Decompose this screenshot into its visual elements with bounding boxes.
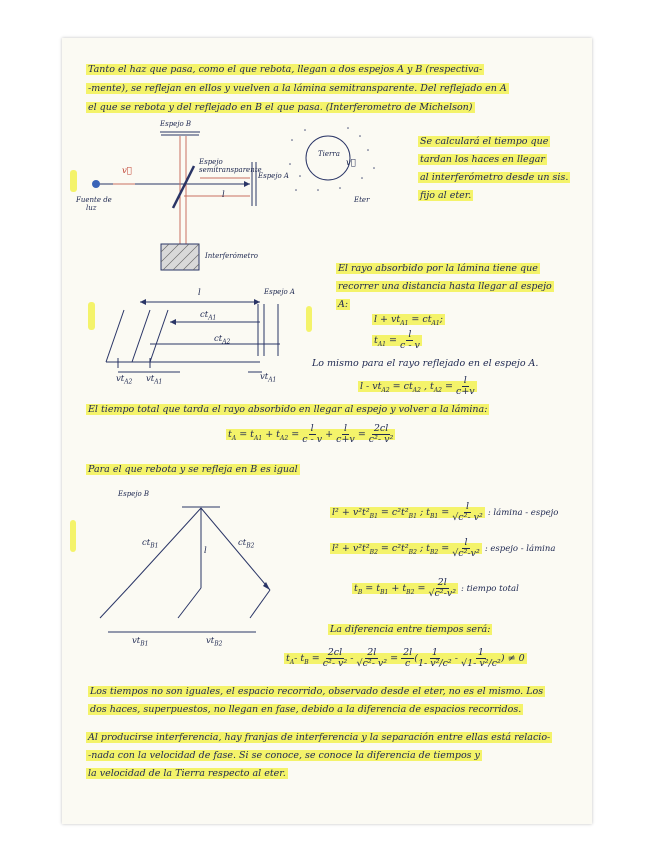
final-line-2: -nada con la velocidad de fase. Si se conoce, se conoce la diferencia de tiempos y: [88, 750, 480, 761]
rebota-line: Para el que rebota y se refleja en B es igual: [88, 464, 298, 475]
note-line-1: Se calculará el tiempo que: [420, 136, 549, 147]
final-line-3: la velocidad de la Tierra respecto al eter.: [88, 768, 286, 779]
fig3-label-l: l: [204, 546, 207, 556]
diferencia-line: La diferencia entre tiempos será:: [330, 624, 491, 635]
label-interferometro: Interferómetro: [205, 252, 259, 260]
fig3-label-ct-b2: $ct_{B2}$: [238, 538, 255, 550]
fig2-label-espejo-a: Espejo A: [264, 288, 295, 296]
conclusion-line-2: dos haces, superpuestos, no llegan en fase, debido a la diferencia de espacios recorridos.: [90, 704, 522, 715]
label-tierra: Tierra: [318, 150, 340, 158]
equation-3: $l - vt_{A2} = ct_{A2}$ , $t_{A2}$ = $\frac{l}{c+v}$: [360, 375, 475, 397]
note-line-4: fijo al eter.: [420, 190, 472, 201]
fig3-label-vt-b2: $vt_{B2}$: [206, 636, 223, 648]
equation-b3: $t_B = t_{B1} + t_{B2}$ = $\frac{2l}{\text{√c²-v²}}$ : tiempo total: [354, 577, 519, 599]
rayo-line-2: recorrer una distancia hasta llegar al espejo: [338, 281, 552, 292]
fig2-label-l: l: [198, 288, 201, 298]
path-ct-b2: [201, 508, 270, 590]
lomismo-line: Lo mismo para el rayo reflejado en el espejo A.: [312, 358, 539, 369]
label-fuente: Fuente de: [76, 196, 112, 204]
fig3-label-ct-b1: $ct_{B1}$: [142, 538, 159, 550]
tiempo-total-line: El tiempo total que tarda el rayo absorbido en llegar al espejo y volver a la lámina:: [88, 404, 488, 415]
equation-b1: $l^2 + v^2t^2_{B1} = c^2t^2_{B1}$ ; $t_{B1}$ = $\frac{l}{\text{√c²- v²}}$ : lámina - espejo: [332, 501, 559, 523]
fig2-label-ct-a2: $ct_{A2}$: [214, 334, 231, 346]
semitransparent-mirror: [173, 166, 194, 208]
label-semitransparente: semitransparente: [199, 166, 262, 174]
fig3-label-espejo-b: Espejo B: [118, 490, 150, 498]
rayo-line-3: A:: [338, 299, 349, 310]
path-ct-b1: [128, 508, 201, 588]
intro-line-3: el que se rebota y del reflejado en B el que pasa. (Interferometro de Michelson): [88, 102, 473, 113]
equation-1: $l + vt_{A1} = ct_{A1}$;: [374, 314, 443, 327]
label-espejo: Espejo: [199, 158, 223, 166]
fig2-label-vt-a1: $vt_{A1}$: [260, 372, 277, 384]
light-source-dot: [92, 180, 100, 188]
note-line-3: al interferómetro desde un sis.: [420, 172, 569, 183]
label-luz: luz: [86, 204, 97, 212]
fig3-label-vt-b1: $vt_{B1}$: [132, 636, 149, 648]
final-line-1: Al producirse interferencia, hay franjas de interferencia y la separación entre ellas está relacio-: [88, 732, 551, 743]
conclusion-line-1: Los tiempos no son iguales, el espacio recorrido, observado desde el eter, no es el mismo. Los: [90, 686, 544, 697]
label-earth-velocity: v⃗: [346, 158, 356, 168]
earth-circle: [306, 136, 350, 180]
label-velocity: v⃗: [122, 166, 132, 176]
equation-b2: $l^2 + v^2t^2_{B2} = c^2t^2_{B2}$ ; $t_{B2}$ = $\frac{l}{\text{√c²-v²}}$ : espejo - lámina: [332, 537, 556, 559]
equation-4: $t_A = t_{A1} + t_{A2}$ = $\frac{l}{c - v}$ + $\frac{l}{c+v}$ = $\frac{2cl}{\text{c²- v²}}$: [228, 423, 394, 445]
intro-line-2: -mente), se reflejan en ellos y vuelven a la lámina semitransparente. Del reflejado en A: [88, 83, 507, 94]
fig2-label-ct-a1: $ct_{A1}$: [200, 310, 217, 322]
fig2-label-vt-a2: $vt_{A2}$: [116, 374, 133, 386]
equation-2: $t_{A1}$ = $\frac{l}{c - v}$: [374, 329, 420, 351]
fig2-label-vt-b: $vt_{A1}$: [146, 374, 163, 386]
note-line-2: tardan los haces en llegar: [420, 154, 545, 165]
label-espejo-a: Espejo A: [258, 172, 289, 180]
label-espejo-b: Espejo B: [160, 120, 192, 128]
label-l: l: [222, 190, 225, 200]
intro-line-1: Tanto el haz que pasa, como el que rebota, llegan a dos espejos A y B (respectiva-: [88, 64, 483, 75]
label-eter: Eter: [354, 196, 370, 204]
rayo-line-1: El rayo absorbido por la lámina tiene que: [338, 263, 538, 274]
equation-diferencia: $t_A-$ $t_B$ = $\frac{2cl}{\text{c²- v²}}$ - $\frac{2l}{\text{√c²- v²}}$ = $\frac{2l}{c}$ ( $\frac{1}{\text{1- v²/c²}}$ - $\frac{1}{\text{√1- v²/c²}}$ ) ≠ 0: [286, 647, 525, 669]
lamina-position: [106, 310, 124, 362]
